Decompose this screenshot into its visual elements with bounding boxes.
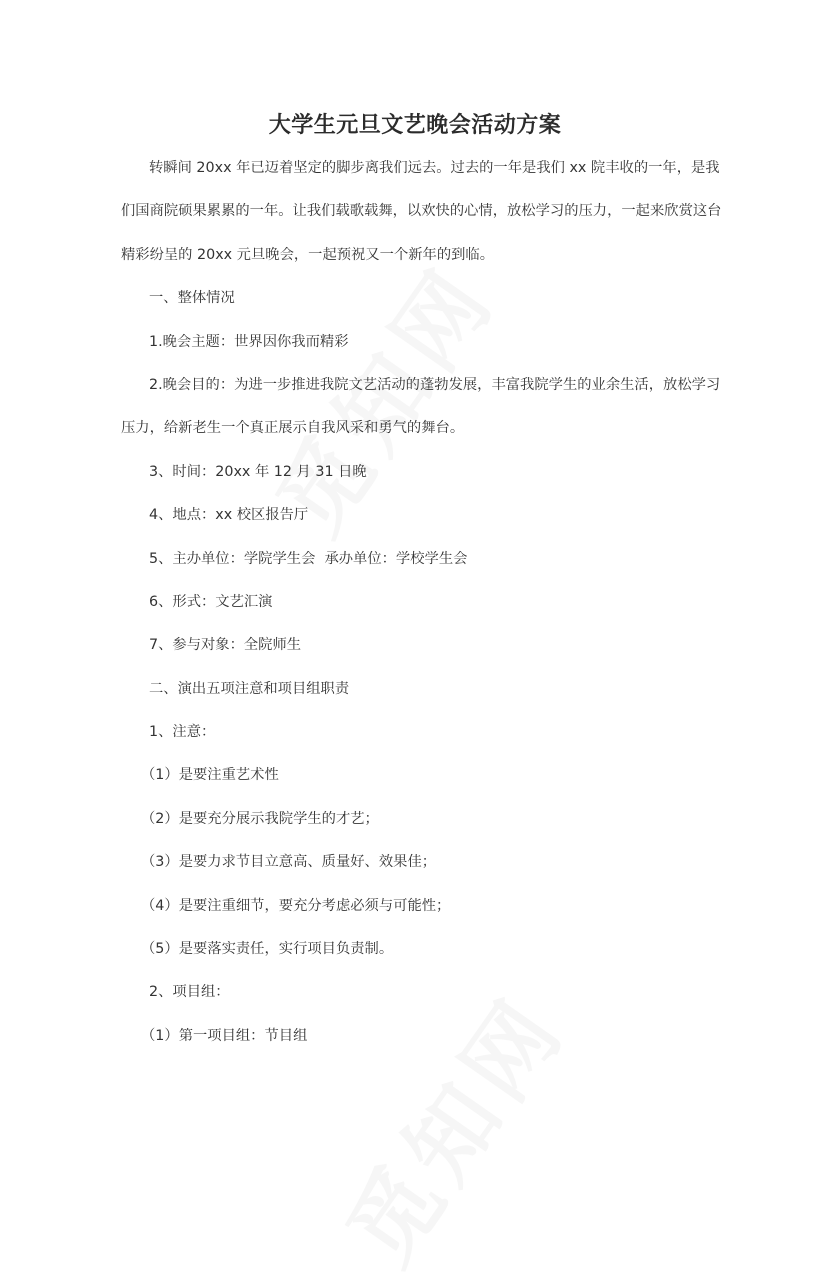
list-item: 3、时间：20xx 年 12 月 31 日晚 (149, 463, 367, 480)
paragraph-line: 压力，给新老生一个真正展示自我风采和勇气的舞台。 (121, 420, 465, 437)
list-item: （1）第一项目组：节目组 (141, 1027, 308, 1044)
paragraph-line: 们国商院硕果累累的一年。让我们载歌载舞，以欢快的心情，放松学习的压力，一起来欣赏这台 (121, 203, 722, 220)
list-item: （4）是要注重细节，要充分考虑必须与可能性； (141, 897, 451, 914)
list-item: 6、形式：文艺汇演 (149, 593, 273, 610)
document-title: 大学生元旦文艺晚会活动方案 (268, 113, 562, 138)
list-item: 2、项目组： (149, 984, 230, 1001)
list-item: （5）是要落实责任，实行项目负责制。 (141, 941, 394, 958)
document-body (121, 153, 722, 1064)
paragraph-line: 转瞬间 20xx 年已迈着坚定的脚步离我们远去。过去的一年是我们 xx 院丰收的一年，是我 (149, 160, 720, 176)
list-item: （1）是要注重艺术性 (141, 767, 279, 784)
paragraph-line: 2.晚会目的：为进一步推进我院文艺活动的蓬勃发展，丰富我院学生的业余生活，放松学习 (149, 376, 721, 393)
paragraph-line: 精彩纷呈的 20xx 元旦晚会，一起预祝又一个新年的到临。 (121, 246, 495, 263)
list-item: （2）是要充分展示我院学生的才艺； (141, 810, 379, 827)
list-item: 4、地点：xx 校区报告厅 (149, 507, 309, 524)
list-item: （3）是要力求节目立意高、质量好、效果佳； (141, 854, 437, 871)
list-item: 1、注意： (149, 724, 216, 741)
list-item: 5、主办单位：学院学生会 承办单位：学校学生会 (149, 550, 468, 567)
section-heading: 二、演出五项注意和项目组职责 (149, 680, 350, 697)
paragraph-line: 1.晚会主题：世界因你我而精彩 (149, 333, 349, 350)
section-heading: 一、整体情况 (149, 290, 235, 307)
list-item: 7、参与对象：全院师生 (149, 637, 302, 654)
